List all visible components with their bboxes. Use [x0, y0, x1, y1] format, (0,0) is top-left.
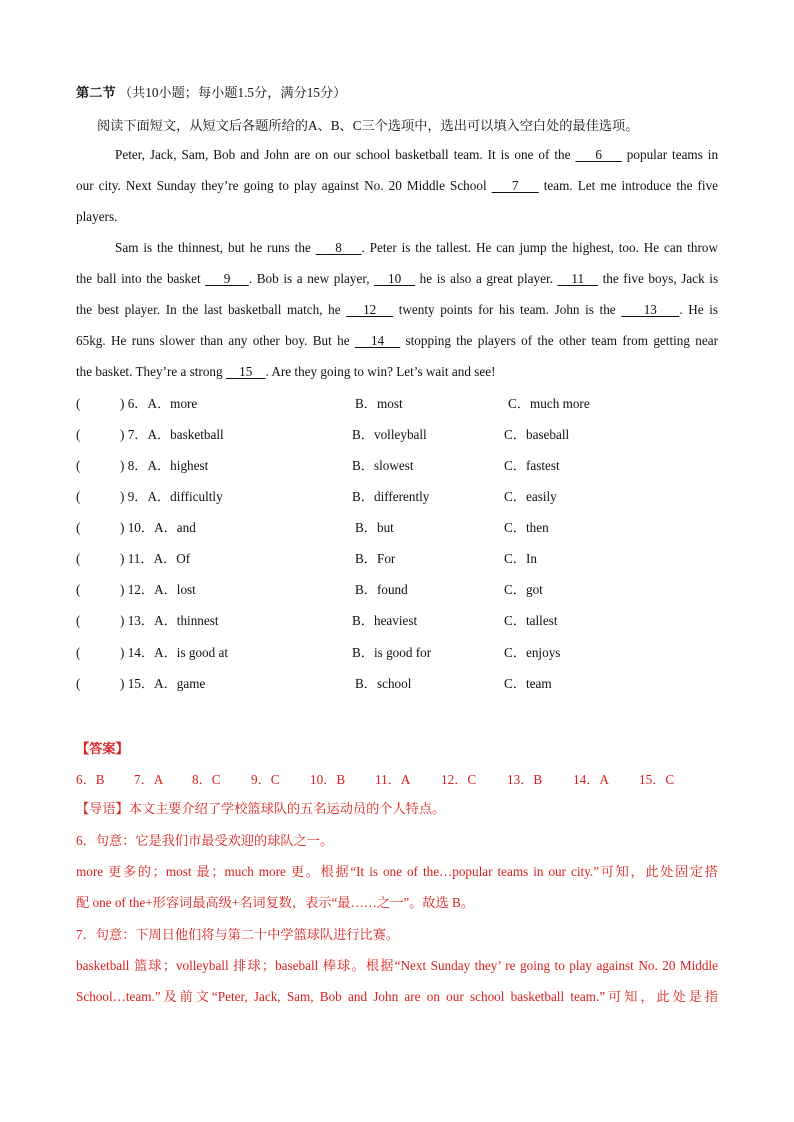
passage-text: . He is: [679, 302, 719, 317]
question-row: [76, 581, 726, 599]
answer-paren: (: [76, 613, 81, 628]
question-option-b: B．slowest: [352, 458, 414, 473]
question-option-b: B．school: [355, 676, 412, 691]
question-option-c: C．tallest: [504, 613, 558, 628]
section-title: 第二节: [76, 85, 116, 100]
question-option-c: C．enjoys: [504, 645, 561, 660]
passage-text: . Bob is a new player,: [248, 271, 370, 286]
question-option-b: B．volleyball: [352, 427, 427, 442]
answer-paren: (: [76, 520, 81, 535]
question-row: [76, 550, 726, 568]
answer-paren: (: [76, 489, 81, 504]
explanation-q6-title: 6．句意：它是我们市最受欢迎的球队之一。: [76, 833, 334, 848]
section-info: （共10小题；每小题1.5分，满分15分）: [118, 85, 347, 100]
answer-item: 8．C: [192, 772, 221, 787]
blank-13: 13: [621, 302, 680, 317]
passage-line: [76, 208, 718, 226]
question-option-c: C．baseball: [504, 427, 570, 442]
answer-paren: (: [76, 582, 81, 597]
answer-item: 10．B: [310, 772, 346, 787]
blank-11: 11: [557, 271, 598, 286]
question-option-a: ) 9．A．difficultly: [120, 489, 223, 504]
answer-item: 15．C: [639, 772, 675, 787]
passage-line: [76, 177, 718, 195]
section-instruction: 阅读下面短文，从短文后各题所给的A、B、C三个选项中，选出可以填入空白处的最佳选项。: [97, 118, 639, 133]
question-row: [76, 644, 726, 662]
blank-8: 8: [315, 240, 362, 255]
question-option-a: ) 8．A．highest: [120, 458, 209, 473]
passage-line: [76, 332, 718, 350]
explanation-q6-line: more 更多的；most 最；much more 更。根据“It is one of the…popular teams in our city.”可知，此处固定搭: [76, 864, 718, 879]
passage-text: twenty points for his team. John is the: [398, 302, 616, 317]
answer-item: 6．B: [76, 772, 105, 787]
answer-item: 9．C: [251, 772, 280, 787]
passage-text: team. Let me introduce the five: [543, 178, 719, 193]
blank-15: 15: [225, 364, 266, 379]
blank-12: 12: [346, 302, 394, 317]
question-option-a: ) 14．A．is good at: [120, 645, 229, 660]
guide-text: 【导语】本文主要介绍了学校篮球队的五名运动员的个人特点。: [76, 801, 446, 816]
passage-text: popular teams in: [626, 147, 719, 162]
answer-item: 13．B: [507, 772, 543, 787]
explanation-q7-title: 7．句意：下周日他们将与第二十中学篮球队进行比赛。: [76, 927, 400, 942]
passage-text: our city. Next Sunday they’re going to play against No. 20 Middle School: [76, 178, 487, 193]
passage-text: the five boys, Jack is: [602, 271, 719, 286]
question-option-c: C．team: [504, 676, 552, 691]
passage-text: . Peter is the tallest. He can jump the highest, too. He can throw: [361, 240, 719, 255]
question-row: [76, 675, 726, 693]
answer-heading: 【答案】: [76, 741, 129, 756]
question-option-b: B．heaviest: [352, 613, 418, 628]
blank-7: 7: [491, 178, 539, 193]
question-option-a: ) 7．A．basketball: [120, 427, 224, 442]
explanation-q7-line: School…team.”及前文“Peter, Jack, Sam, Bob and John are on our school basketball team.”可知，此处是指: [76, 989, 718, 1004]
question-row: [76, 519, 726, 537]
question-option-a: ) 11．A．Of: [120, 551, 191, 566]
question-option-c: C．fastest: [504, 458, 560, 473]
passage-line: [76, 270, 718, 288]
question-option-a: ) 10．A．and: [120, 520, 196, 535]
question-option-c: C．easily: [504, 489, 557, 504]
question-option-a: ) 15．A．game: [120, 676, 206, 691]
passage-text: 65kg. He runs slower than any other boy. But he: [76, 333, 350, 348]
question-option-c: C．much more: [508, 396, 590, 411]
passage-text: he is also a great player.: [419, 271, 553, 286]
question-option-b: B．For: [355, 551, 396, 566]
answer-paren: (: [76, 551, 81, 566]
passage-line: [115, 239, 718, 257]
answer-paren: (: [76, 676, 81, 691]
explanation-q6-line: 配 one of the+形容词最高级+名词复数，表示“最……之一”。故选 B。: [76, 895, 475, 910]
blank-9: 9: [205, 271, 249, 286]
question-option-a: ) 12．A．lost: [120, 582, 196, 597]
passage-text: the best player. In the last basketball match, he: [76, 302, 341, 317]
blank-14: 14: [354, 333, 401, 348]
question-option-b: B．differently: [352, 489, 430, 504]
question-option-b: B．is good for: [352, 645, 432, 660]
answer-item: 12．C: [441, 772, 477, 787]
passage-line: [76, 363, 718, 381]
question-option-c: C．got: [504, 582, 543, 597]
question-row: [76, 457, 726, 475]
answer-key: [76, 769, 726, 787]
passage-line: [76, 301, 718, 319]
passage-text: the basket. They’re a strong: [76, 364, 223, 379]
question-option-b: B．most: [355, 396, 403, 411]
passage-text: players.: [76, 209, 118, 224]
question-option-b: B．but: [355, 520, 394, 535]
question-option-c: C．then: [504, 520, 549, 535]
answer-paren: (: [76, 396, 81, 411]
passage-text: Sam is the thinnest, but he runs the: [115, 240, 311, 255]
answer-paren: (: [76, 427, 81, 442]
question-row: [76, 395, 726, 413]
passage-line: [115, 146, 718, 164]
question-option-c: C．In: [504, 551, 537, 566]
blank-10: 10: [374, 271, 416, 286]
question-option-a: ) 6．A．more: [120, 396, 198, 411]
answer-paren: (: [76, 458, 81, 473]
question-row: [76, 612, 726, 630]
answer-paren: (: [76, 645, 81, 660]
question-row: [76, 488, 726, 506]
explanation-q7-line: basketball 篮球；volleyball 排球；baseball 棒球。根据“Next Sunday they’ re going to play against No. 20 Middle: [76, 958, 718, 973]
answer-item: 11．A: [375, 772, 411, 787]
passage-text: . Are they going to win? Let’s wait and see!: [265, 364, 496, 379]
section-heading: [76, 82, 346, 101]
passage-text: stopping the players of the other team from getting near: [405, 333, 718, 348]
question-row: [76, 426, 726, 444]
blank-6: 6: [575, 147, 622, 162]
passage-text: the ball into the basket: [76, 271, 201, 286]
answer-item: 7．A: [134, 772, 164, 787]
passage-text: Peter, Jack, Sam, Bob and John are on our school basketball team. It is one of the: [115, 147, 571, 162]
answer-item: 14．A: [573, 772, 609, 787]
question-option-b: B．found: [355, 582, 408, 597]
question-option-a: ) 13．A．thinnest: [120, 613, 219, 628]
